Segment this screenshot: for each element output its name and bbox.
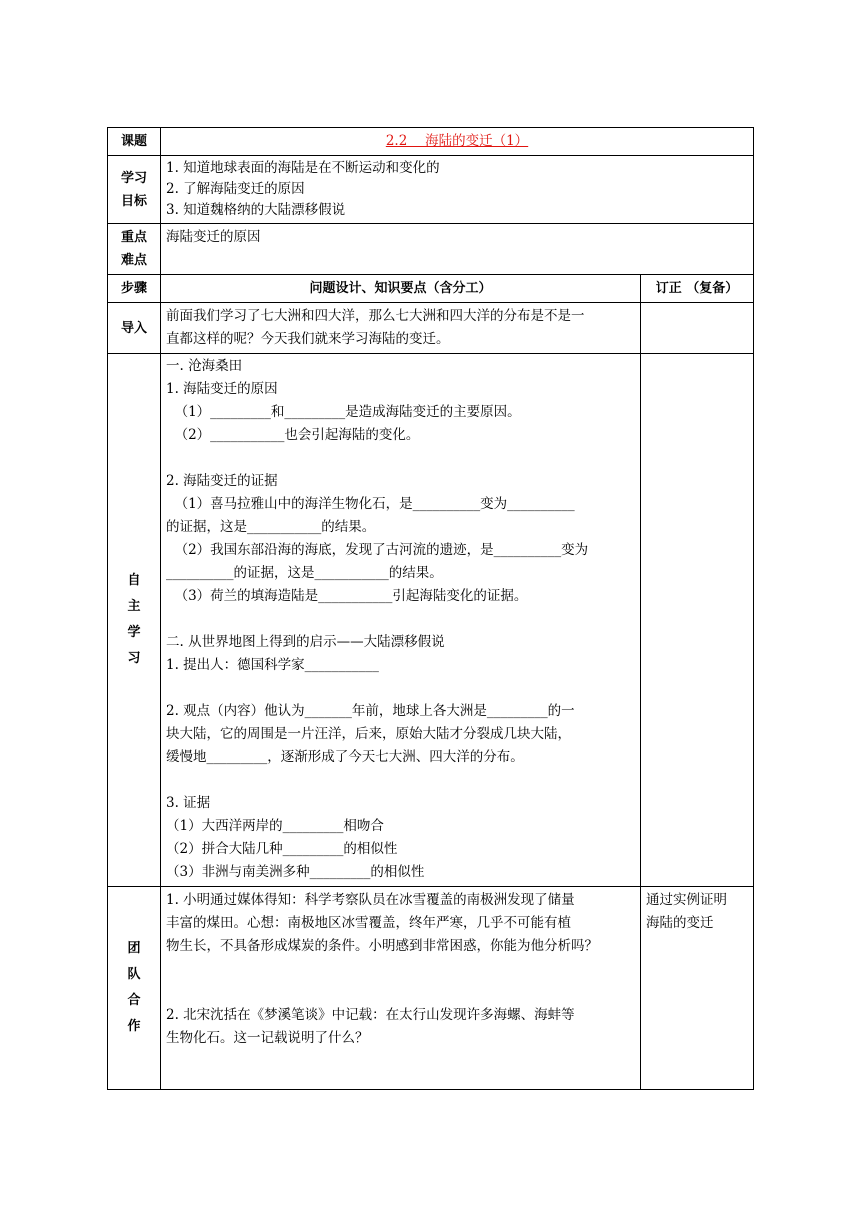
self-study-label: 自 主 学 习 — [108, 354, 161, 887]
design-header: 问题设计、知识要点（含分工） — [161, 275, 641, 303]
lesson-title: 2.2 海陆的变迁（1） — [385, 133, 529, 149]
intro-note — [641, 303, 754, 354]
self-study-row — [108, 354, 754, 887]
key-points-label: 重点 难点 — [108, 224, 161, 275]
goals-list — [161, 156, 754, 224]
revise-header: 订正 （复备） — [641, 275, 754, 303]
header-row — [108, 275, 754, 303]
topic-row — [108, 128, 754, 156]
team-work-label: 团 队 合 作 — [108, 887, 161, 1090]
goal-item: 3. 知道魏格纳的大陆漂移假说 — [166, 202, 346, 218]
goals-label: 学习 目标 — [108, 156, 161, 224]
intro-row — [108, 303, 754, 354]
goal-item: 1. 知道地球表面的海陆是在不断运动和变化的 — [166, 160, 440, 176]
key-points-text: 海陆变迁的原因 — [161, 224, 754, 275]
key-points-row — [108, 224, 754, 275]
goal-item: 2. 了解海陆变迁的原因 — [166, 181, 305, 197]
lesson-plan-table — [107, 127, 754, 1090]
self-study-content: 一. 沧海桑田 1. 海陆变迁的原因 （1）_________和_________是造成海陆变迁的主要原因。 （2）___________也会引起海陆的变化。 2. 海陆变迁的证据 （1）喜马拉雅山中的海洋生物化石，是__________变为__________ 的证据，这是___________的结果。 （2）我国东部沿海的海底，发现了古河流的遗迹，是__________变为 __________的证据，这是___________的结果。 （3）荷兰的填海造陆是___________引起海陆变化的证据。 二. 从世界地图上得到的启示——大陆漂移假说 1. 提出人：德国科学家___________ 2. 观点（内容）他认为_______年前，地球上各大洲是_________的一 块大陆，它的周围是一片汪洋，后来，原始大陆才分裂成几块大陆， 缓慢地_________，逐渐形成了今天七大洲、四大洋的分布。 3. 证据 （1）大西洋两岸的_________相吻合 （2）拼合大陆几种_________的相似性 （3）非洲与南美洲多种_________的相似性 — [161, 354, 641, 887]
goals-row — [108, 156, 754, 224]
team-work-row — [108, 887, 754, 1090]
steps-header: 步骤 — [108, 275, 161, 303]
team-work-note: 通过实例证明 海陆的变迁 — [641, 887, 754, 1090]
intro-label: 导入 — [108, 303, 161, 354]
team-work-content: 1. 小明通过媒体得知：科学考察队员在冰雪覆盖的南极洲发现了储量 丰富的煤田。心想：南极地区冰雪覆盖，终年严寒，几乎不可能有植 物生长，不具备形成煤炭的条件。小明感到非常困惑，你能为他分析吗？ 2. 北宋沈括在《梦溪笔谈》中记载：在太行山发现许多海螺、海蚌等 生物化石。这一记载说明了什么？ — [161, 887, 641, 1090]
self-study-note — [641, 354, 754, 887]
topic-label: 课题 — [108, 128, 161, 156]
intro-text: 前面我们学习了七大洲和四大洋，那么七大洲和四大洋的分布是不是一 直都这样的呢？今天我们就来学习海陆的变迁。 — [161, 303, 641, 354]
